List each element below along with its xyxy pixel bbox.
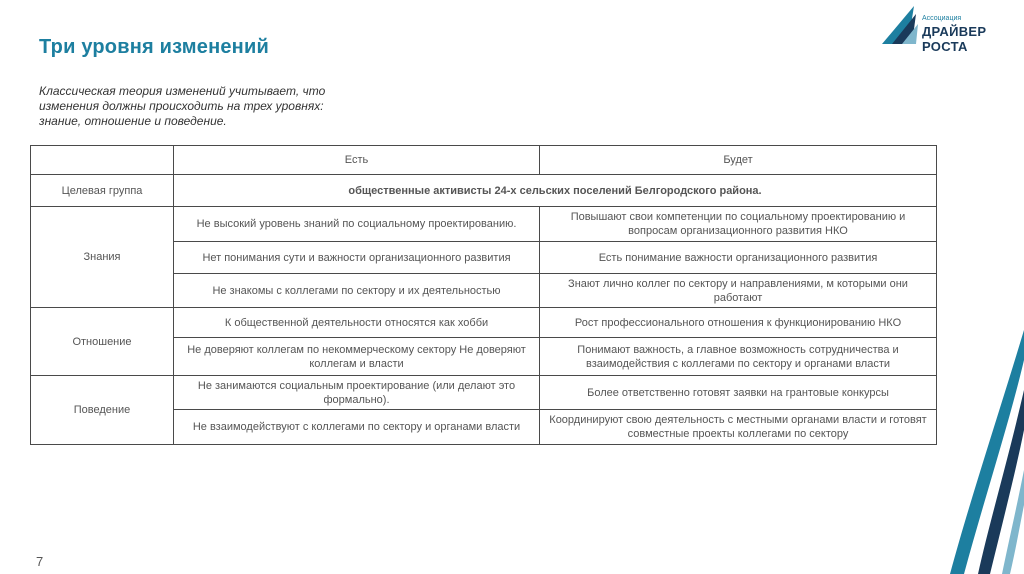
logo-small-text: Ассоциация (922, 15, 962, 22)
logo-main-text: ДРАЙВЕР РОСТА (922, 24, 987, 54)
cell-will: Более ответственно готовят заявки на грантовые конкурсы (540, 376, 937, 410)
header-empty-cell (31, 146, 174, 175)
header-will: Будет (540, 146, 937, 175)
page-title: Три уровня изменений (39, 36, 269, 58)
cell-will: Есть понимание важности организационного развития (540, 242, 937, 274)
cell-is: К общественной деятельности относятся как хобби (174, 308, 540, 338)
target-group-value: общественные активисты 24-х сельских поселений Белгородского района. (174, 175, 937, 207)
page-number: 7 (36, 554, 44, 569)
cell-will: Знают лично коллег по сектору и направлениями, м которыми они работают (540, 274, 937, 308)
table-row (31, 308, 937, 338)
decorative-swoosh (930, 330, 1024, 574)
cell-will: Повышают свои компетенции по социальному проектированию и вопросам организационного развития НКО (540, 207, 937, 242)
intro-text: Классическая теория изменений учитывает, что изменения должны происходить на трех уровнях: знание, отношение и поведение. (39, 84, 326, 128)
cell-is: Не доверяют коллегам по некоммерческому сектору Не доверяют коллегам и власти (174, 338, 540, 376)
table-row (31, 376, 937, 410)
target-group-label: Целевая группа (31, 175, 174, 207)
table-header-row (31, 146, 937, 175)
cell-is: Не занимаются социальным проектирование (или делают это формально). (174, 376, 540, 410)
cell-will: Координируют свою деятельность с местными органами власти и готовят совместные проекты коллегами по сектору (540, 410, 937, 445)
group-label-behavior: Поведение (31, 376, 174, 445)
header-is: Есть (174, 146, 540, 175)
target-group-row (31, 175, 937, 207)
table-row (31, 207, 937, 242)
group-label-attitude: Отношение (31, 308, 174, 376)
cell-is: Не высокий уровень знаний по социальному проектированию. (174, 207, 540, 242)
changes-table (30, 145, 937, 445)
cell-will: Понимают важность, а главное возможность сотрудничества и взаимодействия с коллегами по сектору и органами власти (540, 338, 937, 376)
group-label-knowledge: Знания (31, 207, 174, 308)
cell-is: Не знакомы с коллегами по сектору и их деятельностью (174, 274, 540, 308)
cell-is: Нет понимания сути и важности организационного развития (174, 242, 540, 274)
cell-will: Рост профессионального отношения к функционированию НКО (540, 308, 937, 338)
cell-is: Не взаимодействуют с коллегами по сектору и органами власти (174, 410, 540, 445)
